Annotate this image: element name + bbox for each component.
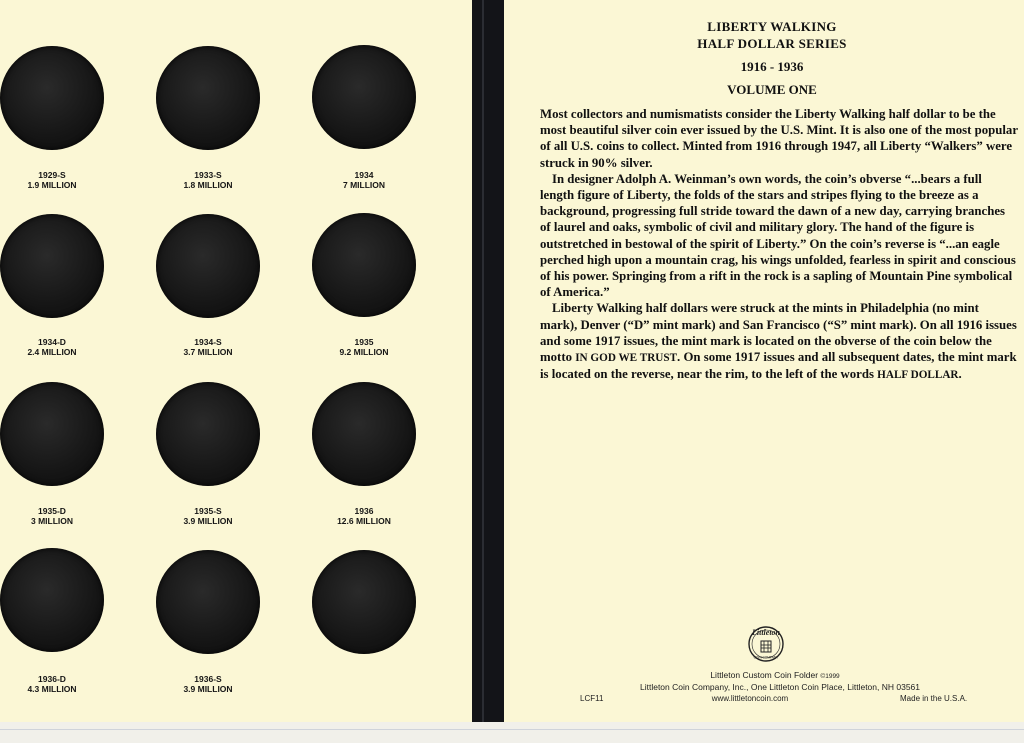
company-address: Littleton Coin Company, Inc., One Littleton Coin Place, Littleton, NH 03561 (639, 682, 921, 692)
paragraph-3-part-b: . On some 1917 issues and all subsequent dates, the mint mark is located on the reverse, near the rim, to the left of the words (540, 350, 1017, 382)
slot-date: 1929-S (38, 170, 66, 180)
folder-spine (472, 0, 504, 722)
description-text (540, 106, 1018, 383)
slot-date: 1934-S (194, 337, 222, 347)
slot-mintage: 3.7 MILLION (183, 347, 233, 357)
slot-label (309, 337, 419, 357)
spine-line (482, 0, 484, 722)
folder-name (680, 670, 870, 680)
slot-label (309, 506, 419, 526)
slot-mintage: 1.9 MILLION (27, 180, 77, 190)
slot-label (153, 674, 263, 694)
slot-label (0, 506, 107, 526)
coin-hole-1929-s[interactable] (0, 46, 104, 150)
website-url[interactable]: www.littletoncoin.com (711, 694, 789, 703)
slot-mintage: 3.9 MILLION (183, 684, 233, 694)
description-paragraph-2: In designer Adolph A. Weinman’s own words, the coin’s obverse “...bears a full length figure of Liberty, the folds of the stars and stripes flying to the breeze as a background, progressing full stride toward the dawn of a new day, carrying branches of laurel and oaks, symbolic of civil and military glory. The hand of the figure is outstretched in bestowal of the spirit of Liberty.” On the coin’s reverse is “...an eagle perched high upon a mountain crag, his wings unfolded, fearless in spirit and conscious of his power. Springing from a rift in the rock is a sapling of Mountain Pine symbolical of America.” (540, 171, 1016, 300)
slot-date: 1934-D (38, 337, 66, 347)
coin-hole-1934[interactable] (312, 45, 416, 149)
coin-hole-1934-d[interactable] (0, 214, 104, 318)
slot-label (309, 170, 419, 190)
slot-date: 1936-D (38, 674, 66, 684)
folder-name-text: Littleton Custom Coin Folder (710, 670, 819, 680)
slot-label (0, 674, 107, 694)
slot-label (0, 170, 107, 190)
slot-mintage: 1.8 MILLION (183, 180, 233, 190)
slot-label (153, 170, 263, 190)
slot-mintage: 3.9 MILLION (183, 516, 233, 526)
coin-hole-1935-s[interactable] (156, 382, 260, 486)
coin-hole-empty[interactable] (312, 550, 416, 654)
slot-date: 1935 (354, 337, 374, 347)
coin-hole-1934-s[interactable] (156, 214, 260, 318)
slot-mintage: 9.2 MILLION (339, 347, 389, 357)
paragraph-3-part-c: . (958, 367, 962, 382)
coin-hole-1935[interactable] (312, 213, 416, 317)
slot-date: 1936 (354, 506, 374, 516)
coin-hole-1935-d[interactable] (0, 382, 104, 486)
slot-mintage: 7 MILLION (342, 180, 386, 190)
paragraph-3-part-a: Liberty Walking half dollars were struck at the mints in Philadelphia (no mint mark), Denver (“D” mint mark) and San Francisco (“S” mint mark). On all 1916 issues and some 1917 issues, the mint mark is located on the obverse of the coin below the motto (540, 301, 1017, 365)
series-title-line2: HALF DOLLAR SERIES (697, 36, 847, 51)
coin-hole-1936-d[interactable] (0, 548, 104, 652)
series-years: 1916 - 1936 (740, 59, 804, 74)
made-in-usa: Made in the U.S.A. (900, 694, 968, 703)
coin-hole-1933-s[interactable] (156, 46, 260, 150)
slot-mintage: 12.6 MILLION (337, 516, 391, 526)
copyright-text: ©1999 (820, 673, 840, 680)
slot-mintage: 4.3 MILLION (27, 684, 77, 694)
slot-date: 1935-D (38, 506, 66, 516)
title-block (504, 18, 1024, 98)
slot-mintage: 3 MILLION (30, 516, 74, 526)
slot-date: 1935-S (194, 506, 222, 516)
slot-label (0, 337, 107, 357)
slot-date: 1933-S (194, 170, 222, 180)
coin-hole-1936-s[interactable] (156, 550, 260, 654)
description-paragraph-3 (540, 300, 1018, 383)
littleton-logo-icon (745, 622, 787, 664)
half-dollar-text: HALF DOLLAR (877, 369, 959, 382)
volume-label: VOLUME ONE (727, 82, 817, 97)
svg-text:COIN COMPANY: COIN COMPANY (753, 655, 779, 660)
product-code: LCF11 (580, 694, 604, 703)
slot-date: 1936-S (194, 674, 222, 684)
slot-label (153, 337, 263, 357)
motto-text: IN GOD WE TRUST (575, 352, 678, 365)
slot-label (153, 506, 263, 526)
coin-hole-1936[interactable] (312, 382, 416, 486)
description-paragraph-1: Most collectors and numismatists consider the Liberty Walking half dollar to be the most beautiful silver coin ever issued by the U.S. Mint. It is also one of the most popular of all U.S. coins to collect. Minted from 1916 through 1947, all Liberty “Walkers” were struck in 90% silver. (540, 107, 1018, 170)
bottom-strip-line (0, 729, 1024, 730)
slot-mintage: 2.4 MILLION (27, 347, 77, 357)
slot-date: 1934 (354, 170, 374, 180)
series-title-line1: LIBERTY WALKING (707, 19, 837, 34)
bottom-strip (0, 722, 1024, 743)
svg-text:Littleton: Littleton (752, 628, 780, 637)
